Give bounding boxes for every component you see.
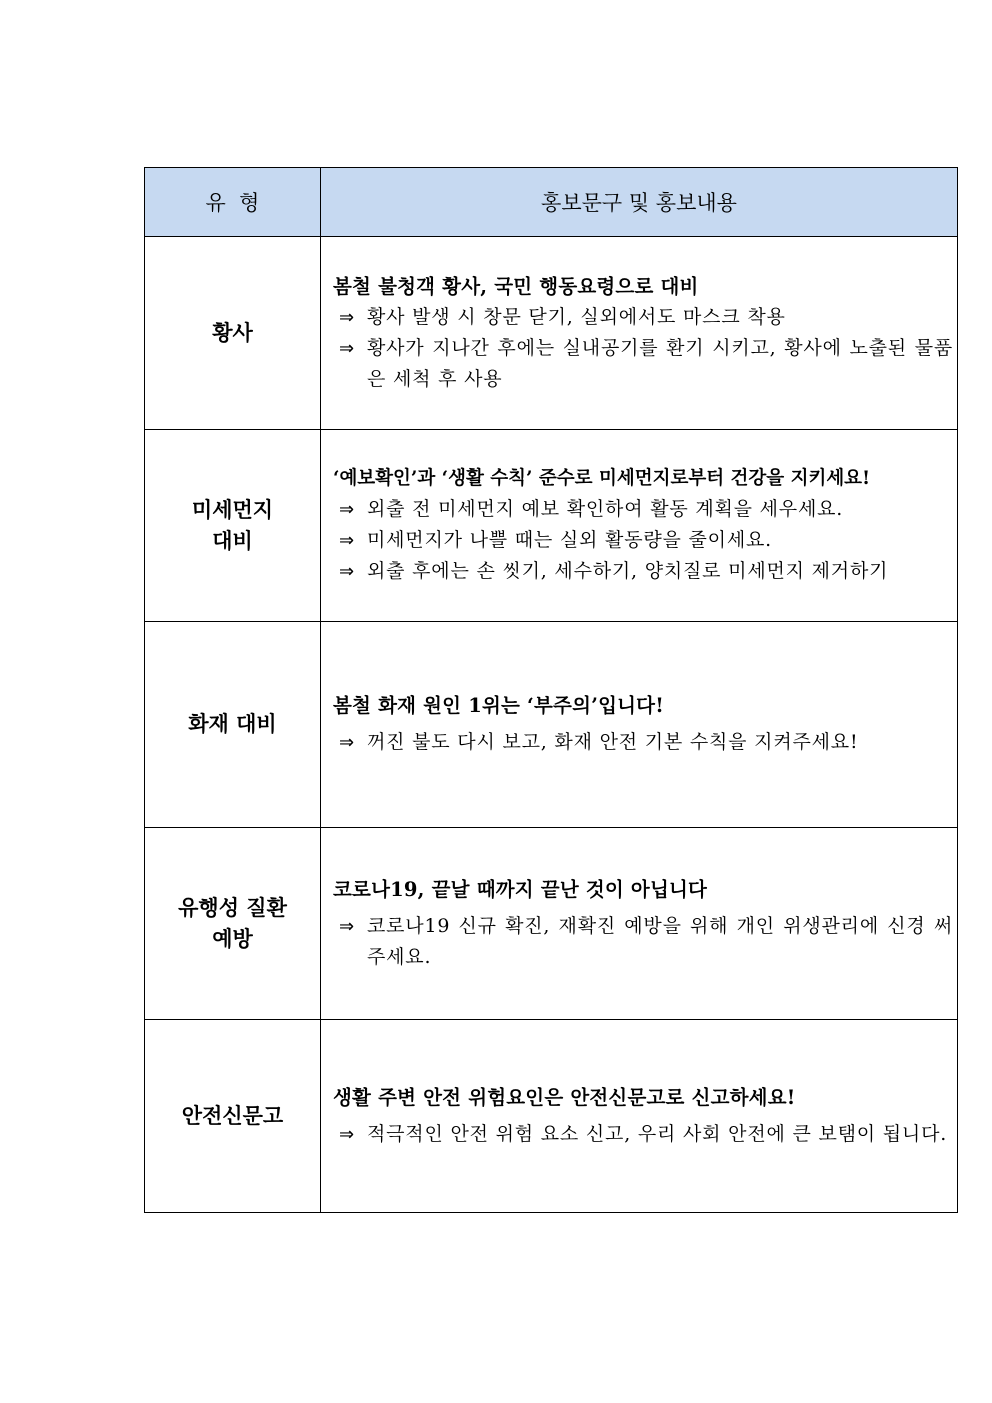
bullet-text: 외출 전 미세먼지 예보 확인하여 활동 계획을 세우세요. [367, 498, 844, 520]
bullet-text: 황사가 지나간 후에는 실내공기를 환기 시키고, 황사에 노출된 물품은 세척 후 사용 [367, 337, 953, 390]
bullet-text: 외출 후에는 손 씻기, 세수하기, 양치질로 미세먼지 제거하기 [367, 560, 889, 582]
type-cell [145, 1020, 321, 1213]
header-content: 홍보문구 및 홍보내용 [321, 168, 958, 237]
promotion-table [144, 167, 958, 1213]
type-label: 미세먼지 [191, 497, 274, 522]
type-label: 화재 대비 [188, 712, 277, 736]
arrow-icon: ⇒ [339, 530, 355, 551]
header-type: 유 형 [145, 168, 321, 237]
bullet-text: 꺼진 불도 다시 보고, 화재 안전 기본 수칙을 지켜주세요! [367, 731, 859, 753]
type-label: 유행성 질환 [178, 895, 287, 920]
bullet-text: 적극적인 안전 위험 요소 신고, 우리 사회 안전에 큰 보탬이 됩니다. [367, 1122, 948, 1145]
content-cell [321, 622, 958, 828]
bullet-item [333, 1119, 953, 1150]
type-label: 안전신문고 [181, 1103, 284, 1128]
arrow-icon: ⇒ [339, 732, 355, 753]
arrow-icon: ⇒ [339, 916, 355, 937]
headline: 코로나19, 끝날 때까지 끝난 것이 아닙니다 [333, 878, 708, 901]
bullet-text: 미세먼지가 나쁠 때는 실외 활동량을 줄이세요. [367, 529, 772, 551]
bullet-item [333, 556, 953, 587]
arrow-icon: ⇒ [339, 499, 355, 520]
bullet-item [333, 302, 953, 333]
table-header-row [145, 168, 958, 237]
bullet-item [333, 333, 953, 394]
bullet-item [333, 494, 953, 525]
content-cell [321, 1020, 958, 1213]
arrow-icon: ⇒ [339, 338, 355, 359]
arrow-icon: ⇒ [339, 307, 355, 328]
type-label: 예방 [212, 926, 253, 951]
headline: 봄철 화재 원인 1위는 ‘부주의’입니다! [333, 694, 664, 717]
type-cell [145, 622, 321, 828]
type-cell [145, 430, 321, 622]
table-row [145, 1020, 958, 1213]
bullet-item [333, 525, 953, 556]
bullet-text: 황사 발생 시 창문 닫기, 실외에서도 마스크 착용 [367, 306, 786, 328]
content-cell [321, 237, 958, 430]
arrow-icon: ⇒ [339, 561, 355, 582]
table-row [145, 622, 958, 828]
headline: ‘예보확인’과 ‘생활 수칙’ 준수로 미세먼지로부터 건강을 지키세요! [333, 468, 871, 489]
content-cell [321, 430, 958, 622]
type-cell [145, 828, 321, 1020]
headline: 생활 주변 안전 위험요인은 안전신문고로 신고하세요! [333, 1085, 796, 1109]
type-label: 황사 [212, 320, 253, 345]
table-row [145, 237, 958, 430]
table-row [145, 430, 958, 622]
arrow-icon: ⇒ [339, 1123, 355, 1145]
type-label: 대비 [212, 528, 253, 553]
bullet-item [333, 911, 953, 972]
bullet-item [333, 727, 953, 758]
headline: 봄철 불청객 황사, 국민 행동요령으로 대비 [333, 275, 699, 298]
table-row [145, 828, 958, 1020]
type-cell [145, 237, 321, 430]
content-cell [321, 828, 958, 1020]
bullet-text: 코로나19 신규 확진, 재확진 예방을 위해 개인 위생관리에 신경 써주세요. [367, 915, 953, 968]
